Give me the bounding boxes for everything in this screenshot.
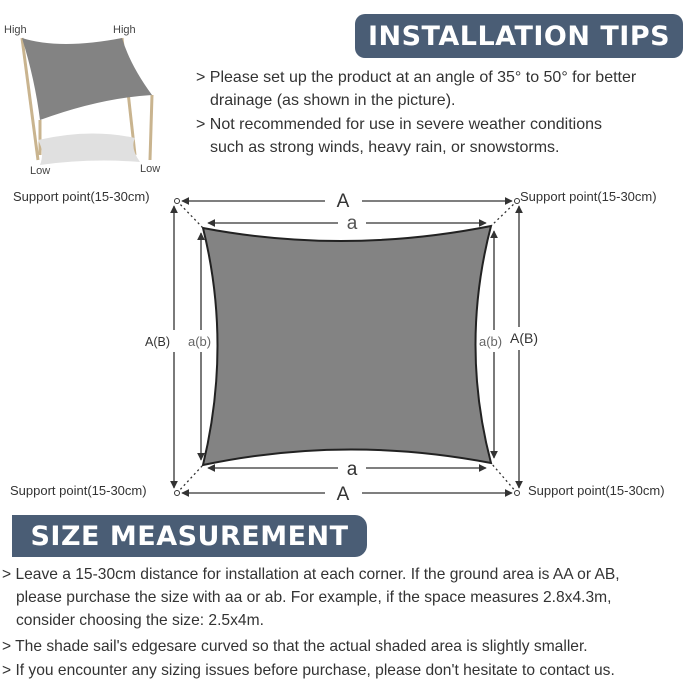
size-measurement-title: SIZE MEASUREMENT bbox=[12, 515, 367, 557]
dim-label-outer-left: A(B) bbox=[145, 335, 170, 349]
tip-line-2: drainage (as shown in the picture). bbox=[210, 92, 456, 109]
dim-label-outer-right: A(B) bbox=[510, 330, 538, 346]
support-label-top-right: Support point(15-30cm) bbox=[520, 189, 657, 204]
support-point-top-left bbox=[175, 199, 180, 204]
dim-label-inner-left: a(b) bbox=[188, 334, 212, 349]
dim-label-inner-top: a bbox=[346, 213, 358, 234]
label-low-right: Low bbox=[140, 163, 161, 175]
support-label-bottom-left: Support point(15-30cm) bbox=[10, 483, 147, 498]
tip-line-3: > Not recommended for use in severe weather conditions bbox=[196, 116, 602, 133]
size-line-4: > The shade sail's edgesare curved so that the actual shaded area is slightly smaller. bbox=[2, 638, 588, 655]
diag-bottom-left bbox=[177, 465, 203, 493]
shade-sail bbox=[203, 226, 491, 465]
support-label-top-left: Support point(15-30cm) bbox=[13, 189, 150, 204]
dim-label-outer-top: A bbox=[336, 191, 350, 212]
dim-label-inner-right: a(b) bbox=[479, 334, 503, 349]
tip-line-1: > Please set up the product at an angle of 35° to 50° for better bbox=[196, 69, 637, 86]
diag-top-left bbox=[177, 201, 203, 228]
size-line-1: > Leave a 15-30cm distance for installation at each corner. If the ground area is AA or AB, bbox=[2, 566, 620, 583]
support-point-bottom-right bbox=[515, 491, 520, 496]
tip-line-4: such as strong winds, heavy rain, or snowstorms. bbox=[210, 139, 560, 156]
support-point-top-right bbox=[515, 199, 520, 204]
diag-bottom-right bbox=[491, 463, 517, 493]
diag-top-right bbox=[491, 201, 517, 226]
dim-label-outer-bottom: A bbox=[336, 484, 350, 505]
installation-tips-title: INSTALLATION TIPS bbox=[355, 14, 683, 58]
dim-label-inner-bottom: a bbox=[346, 459, 358, 480]
label-high-right: High bbox=[113, 24, 136, 36]
size-line-2: please purchase the size with aa or ab. For example, if the space measures 2.8x4.3m, bbox=[16, 589, 612, 606]
size-line-5: > If you encounter any sizing issues before purchase, please don't hesitate to contact us. bbox=[2, 662, 615, 679]
size-line-3: consider choosing the size: 2.5x4m. bbox=[16, 612, 264, 629]
support-point-bottom-left bbox=[175, 491, 180, 496]
support-label-bottom-right: Support point(15-30cm) bbox=[528, 483, 665, 498]
label-low-left: Low bbox=[30, 165, 51, 177]
label-high-left: High bbox=[4, 24, 27, 36]
